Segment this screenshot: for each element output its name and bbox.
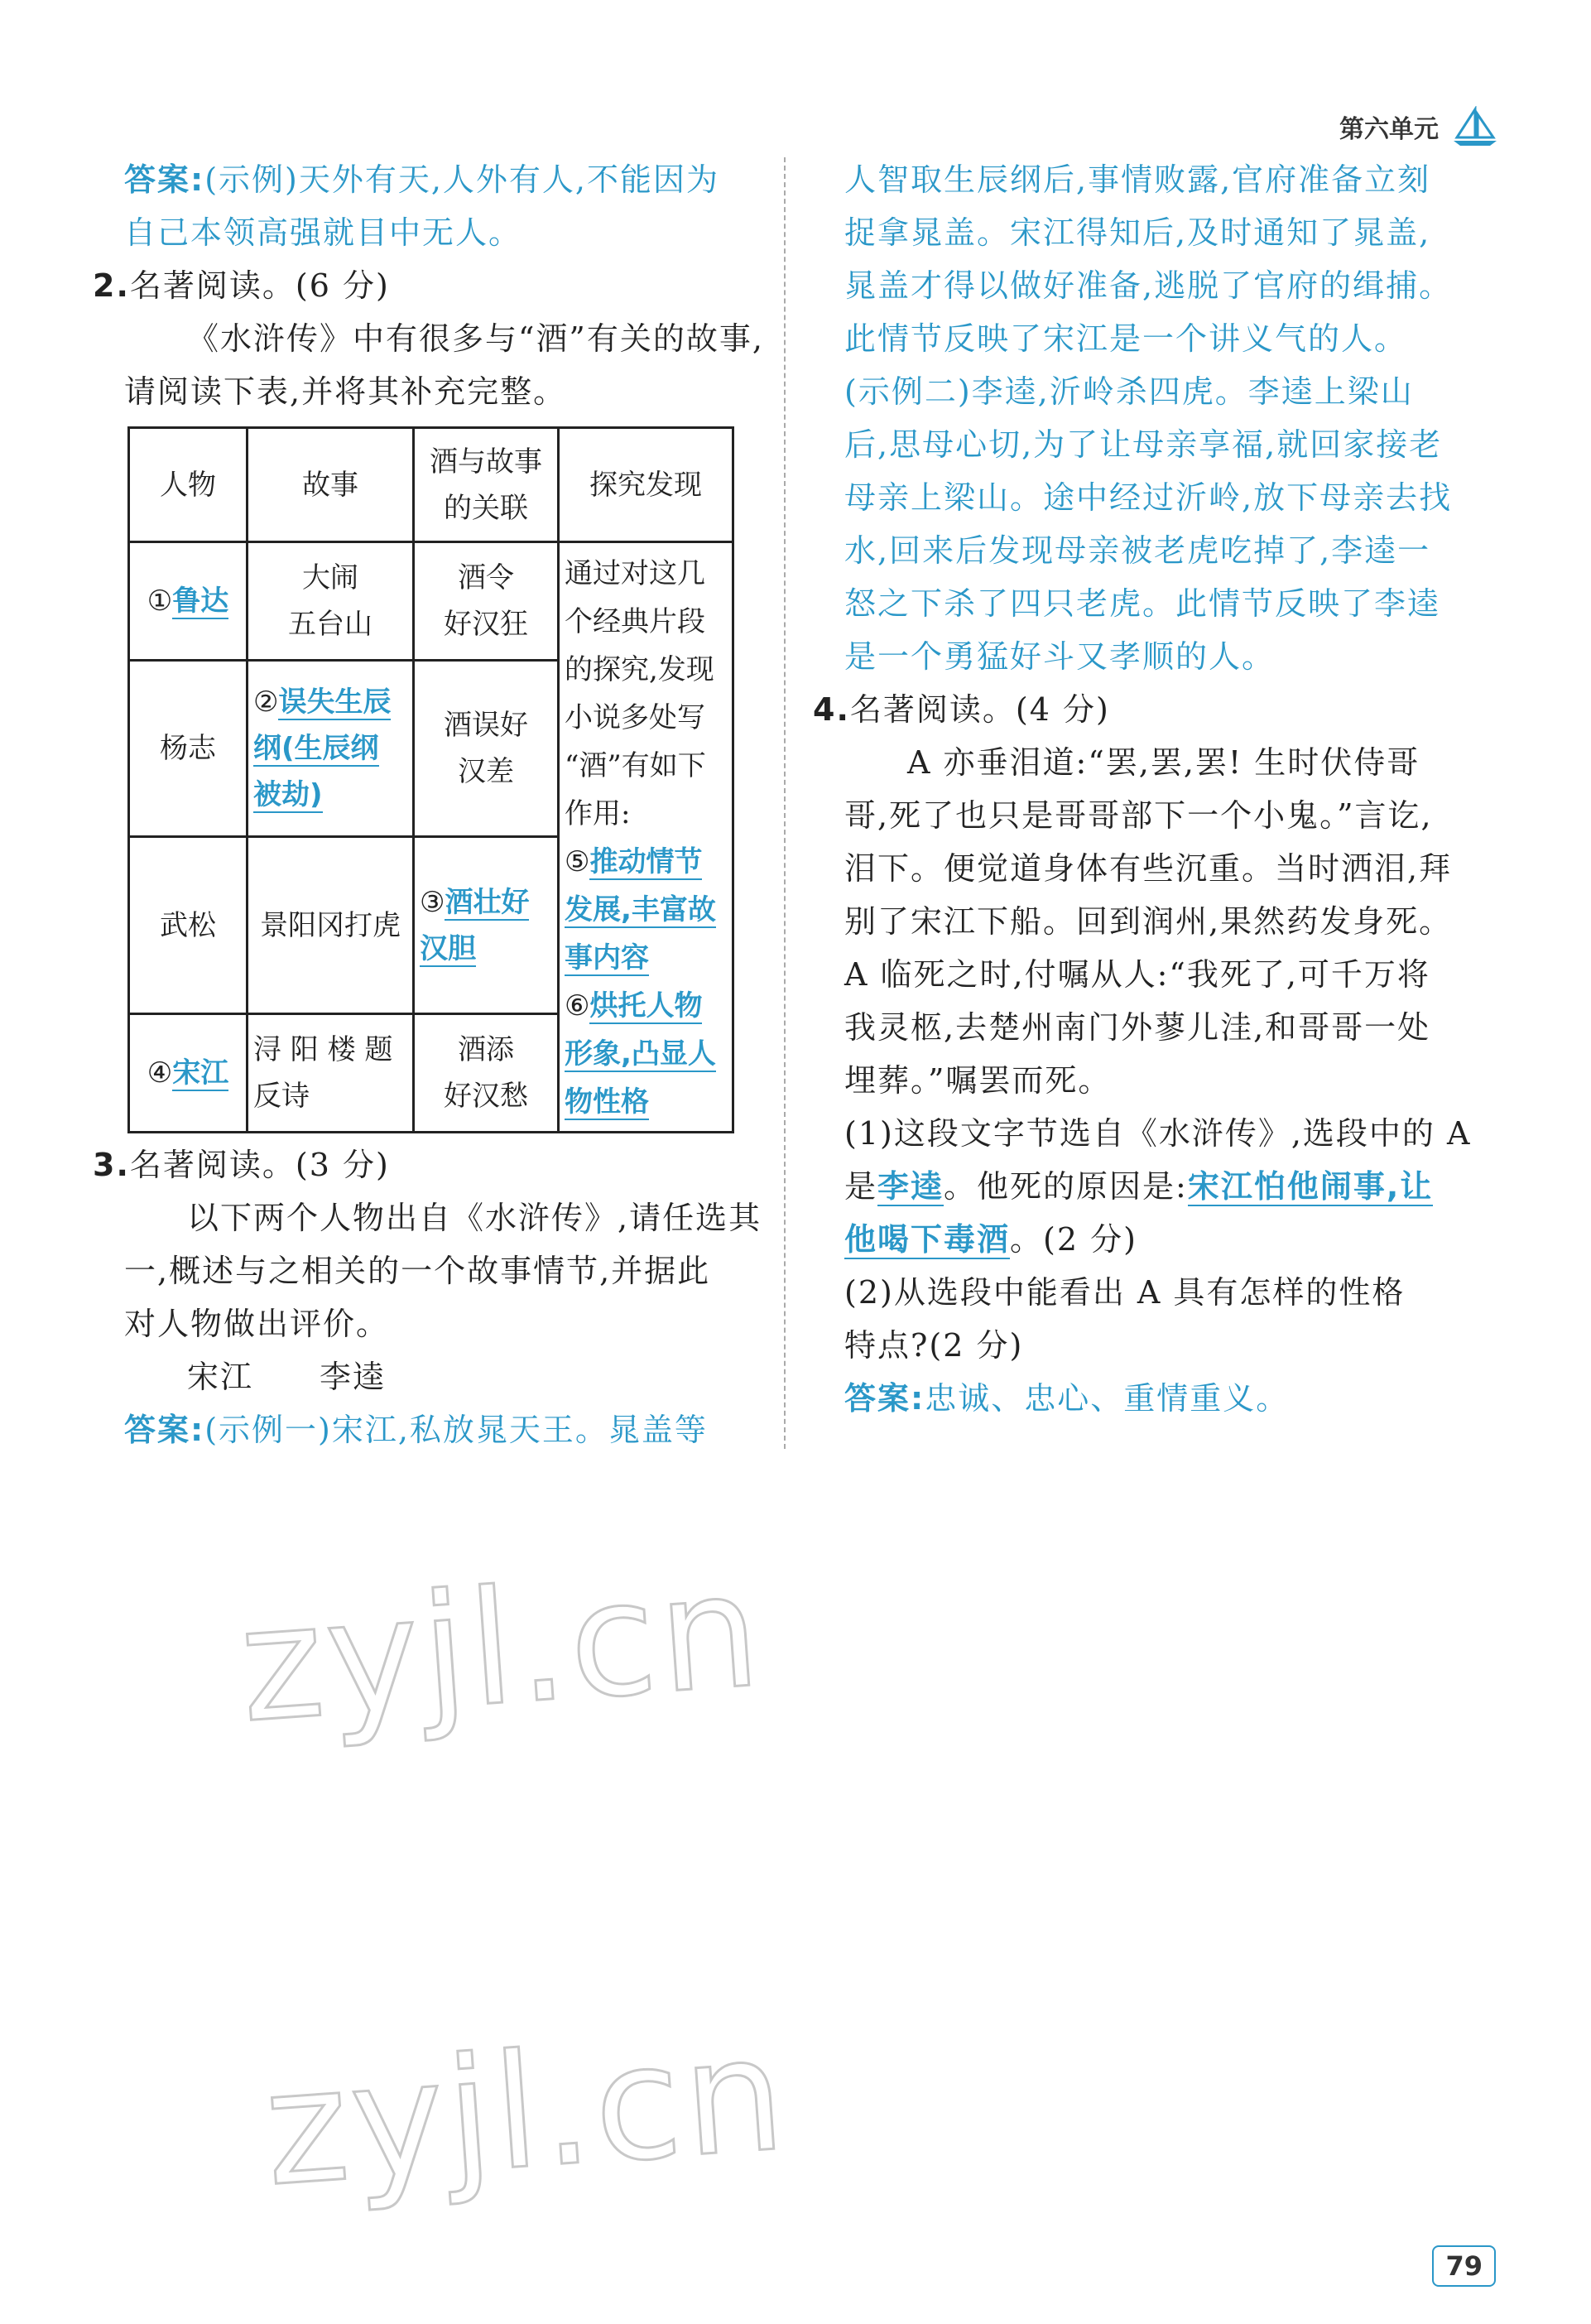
sub-question-2-cont: 特点?(2 分) <box>844 1327 1024 1364</box>
table-cell: 杨志 <box>129 661 248 837</box>
wine-story-table <box>127 426 734 1133</box>
question-title: 名著阅读。(6 分) <box>129 267 390 304</box>
right-column <box>813 153 1473 1425</box>
table-header: 故事 <box>248 428 414 542</box>
table-cell: ④宋江 <box>129 1013 248 1132</box>
passage-line: 泪下。便觉道身体有些沉重。当时洒泪,拜 <box>844 850 1453 887</box>
answer-label: 答案: <box>124 161 205 198</box>
question-number: 4. <box>813 691 850 728</box>
answer-continued: 母亲上梁山。途中经过沂岭,放下母亲去找 <box>844 479 1453 516</box>
answer-blank: 宋江怕他闹事,让 <box>1187 1168 1434 1205</box>
table-cell: 酒令 好汉狂 <box>414 542 559 661</box>
watermark: zyjl.cn <box>234 1538 768 1758</box>
passage-line: 哥,死了也只是哥哥部下一个小鬼。”言讫, <box>844 797 1433 834</box>
answer-continued: 晁盖才得以做好准备,逃脱了官府的缉捕。 <box>844 267 1453 304</box>
answer-continued: 人智取生辰纲后,事情败露,官府准备立刻 <box>844 161 1431 198</box>
findings-cell: 通过对这几 个经典片段 的探究,发现 小说多处写 “酒”有如下 作用: ⑤推动情节 发展,丰富故 事内容 ⑥烘托人物 形象,凸显人 物性格 <box>559 542 733 1133</box>
table-cell: 酒误好 汉差 <box>414 661 559 837</box>
passage-line: A 亦垂泪道:“罢,罢,罢! 生时伏侍哥 <box>907 744 1420 781</box>
unit-header <box>1339 106 1500 147</box>
answer-blank: 他喝下毒酒 <box>844 1221 1011 1258</box>
table-header: 人物 <box>129 428 248 542</box>
answer-continued: (示例二)李逵,沂岭杀四虎。李逵上梁山 <box>844 373 1414 410</box>
sub-question-1-cont-2: 他喝下毒酒。(2 分) <box>844 1221 1137 1258</box>
answer-label: 答案: <box>124 1412 205 1448</box>
table-cell: ②误失生辰 纲(生辰纲 被劫) <box>248 661 414 837</box>
question-3-text: 以下两个人物出自《水浒传》,请任选其 <box>187 1200 762 1236</box>
question-2-text-2: 请阅读下表,并将其补充完整。 <box>124 373 567 410</box>
answer-continued: 此情节反映了宋江是一个讲义气的人。 <box>844 320 1408 357</box>
question-3-title <box>93 1138 753 1191</box>
answer-line <box>124 153 753 206</box>
watermark: zyjl.cn <box>259 2002 793 2221</box>
table-cell: 浔 阳 楼 题 反诗 <box>248 1013 414 1132</box>
question-title: 名著阅读。(3 分) <box>129 1147 390 1183</box>
answer-continued: 怒之下杀了四只老虎。此情节反映了李逵 <box>844 585 1441 622</box>
unit-label: 第六单元 <box>1339 115 1439 144</box>
question-4-answer: 答案:忠诚、忠心、重情重义。 <box>844 1380 1290 1417</box>
table-header: 探究发现 <box>559 428 733 542</box>
answer-continued: 后,思母心切,为了让母亲享福,就回家接老 <box>844 426 1443 463</box>
sub-question-1-cont: 是李逵。他死的原因是:宋江怕他闹事,让 <box>844 1168 1434 1205</box>
table-cell: 武松 <box>129 837 248 1013</box>
passage-line: 别了宋江下船。回到润州,果然药发身死。 <box>844 903 1453 940</box>
answer-text: (示例)天外有天,人外有人,不能因为 <box>204 161 720 198</box>
table-cell: 酒添 好汉愁 <box>414 1013 559 1132</box>
passage-line: A 临死之时,付嘱从人:“我死了,可千万将 <box>844 956 1430 993</box>
page-number: 79 <box>1432 2245 1496 2287</box>
left-column <box>93 153 764 1456</box>
sub-question-1: (1)这段文字节选自《水浒传》,选段中的 A <box>844 1115 1472 1152</box>
question-2-title <box>93 259 753 312</box>
question-title: 名著阅读。(4 分) <box>849 691 1110 728</box>
answer-continued: 是一个勇猛好斗又孝顺的人。 <box>844 638 1276 675</box>
sub-question-2: (2)从选段中能看出 A 具有怎样的性格 <box>844 1274 1406 1311</box>
question-3-text-2: 一,概述与之相关的一个故事情节,并据此 <box>124 1253 711 1289</box>
table-header: 酒与故事 的关联 <box>414 428 559 542</box>
question-3-answer: 答案:(示例一)宋江,私放晁天王。晁盖等 <box>124 1412 708 1448</box>
table-cell: ①鲁达 <box>129 542 248 661</box>
answer-line-2: 自己本领高强就目中无人。 <box>124 214 522 251</box>
table-cell: 景阳冈打虎 <box>248 837 414 1013</box>
question-number: 3. <box>93 1147 130 1183</box>
answer-continued: 水,回来后发现母亲被老虎吃掉了,李逵一 <box>844 532 1431 569</box>
question-2-text: 《水浒传》中有很多与“酒”有关的故事, <box>187 320 764 357</box>
question-3-options: 宋江 李逵 <box>187 1359 387 1395</box>
question-3-text-3: 对人物做出评价。 <box>124 1306 390 1342</box>
answer-label: 答案: <box>844 1380 925 1417</box>
question-4-title <box>813 683 1473 736</box>
answer-continued: 捉拿晁盖。宋江得知后,及时通知了晁盖, <box>844 214 1431 251</box>
question-number: 2. <box>93 267 130 304</box>
passage-line: 埋葬。”嘱罢而死。 <box>844 1062 1112 1099</box>
answer-blank: 李逵 <box>877 1168 945 1205</box>
table-cell: ③酒壮好 汉胆 <box>414 837 559 1013</box>
table-cell: 大闹 五台山 <box>248 542 414 661</box>
sailboat-icon <box>1450 106 1500 147</box>
column-divider <box>784 157 786 1449</box>
passage-line: 我灵柩,去楚州南门外蓼儿洼,和哥哥一处 <box>844 1009 1431 1046</box>
